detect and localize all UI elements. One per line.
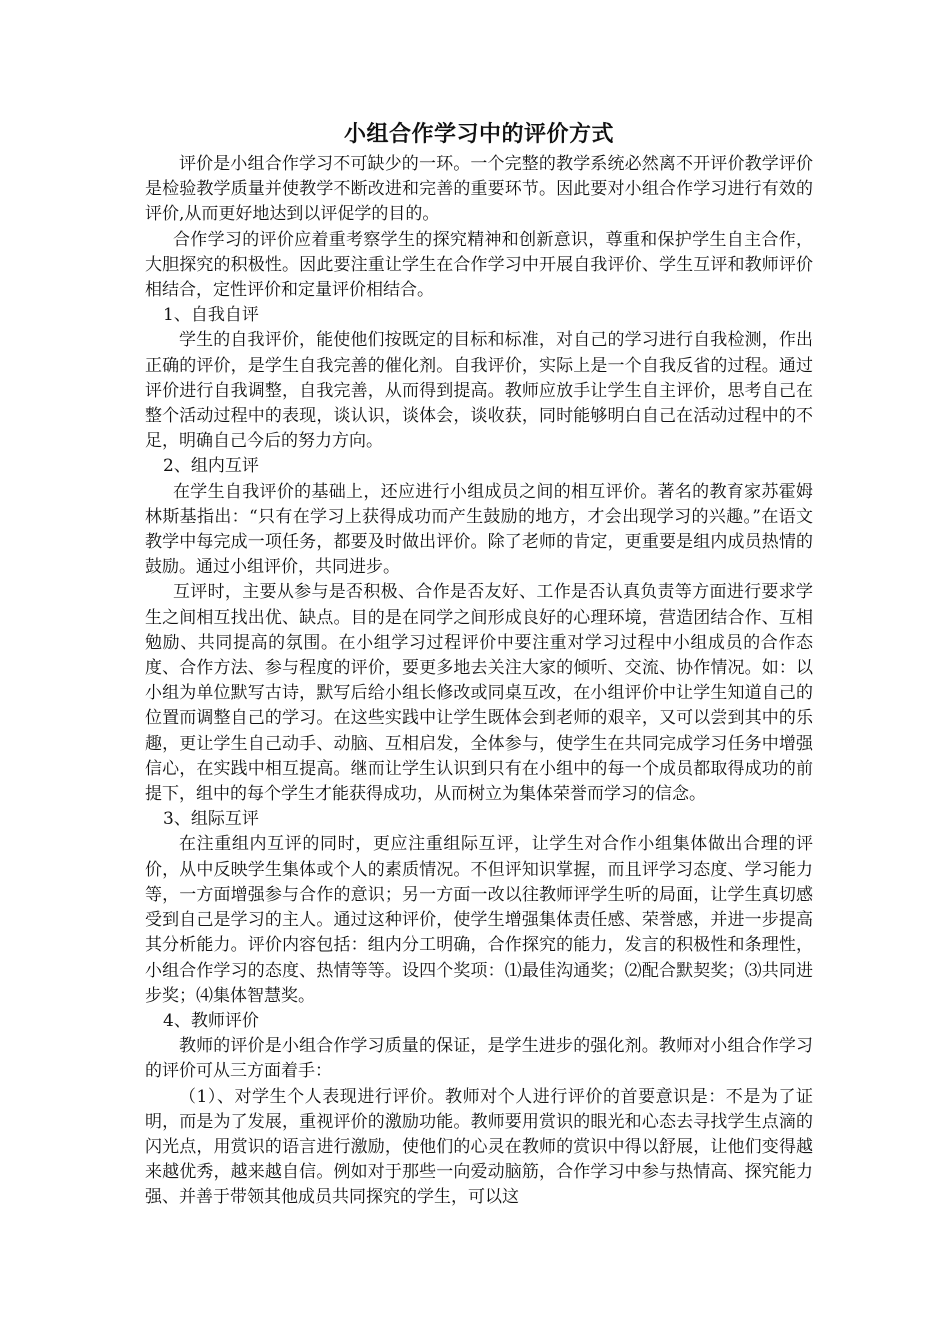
teacher-evaluation-paragraph-2: （1）、对学生个人表现进行评价。教师对个人进行评价的首要意识是：不是为了证明，而是为了发展，重视评价的激励功能。教师要用赏识的眼光和心态去寻找学生点滴的闪光点，用赏识的语言进行激励，使他们的心灵在教师的赏识中得以舒展，让他们变得越来越优秀，越来越自信。例如对于那些一向爱动脑筋，合作学习中参与热情高、探究能力强、并善于带领其他成员共同探究的学生，可以这	[145, 1086, 813, 1208]
intro-paragraph-1: 评价是小组合作学习不可缺少的一环。一个完整的教学系统必然离不开评价教学评价是检验教学质量并使教学不断改进和完善的重要环节。因此要对小组合作学习进行有效的评价,从而更好地达到以评促学的目的。	[145, 154, 813, 225]
group-internal-evaluation-paragraph-1: 在学生自我评价的基础上，还应进行小组成员之间的相互评价。著名的教育家苏霍姆林斯基指出：“只有在学习上获得成功而产生鼓励的地方，才会出现学习的兴趣。”在语文教学中每完成一项任务，都要及时做出评价。除了老师的肯定，更重要是组内成员热情的鼓励。通过小组评价，共同进步。	[145, 481, 813, 578]
section-heading-teacher-evaluation: 4、教师评价	[163, 1010, 259, 1031]
group-internal-evaluation-paragraph-2: 互评时，主要从参与是否积极、合作是否友好、工作是否认真负责等方面进行要求学生之间相互找出优、缺点。目的是在同学之间形成良好的心理环境，营造团结合作、互相勉励、共同提高的氛围。在小组学习过程评价中要注重对学习过程中小组成员的合作态度、合作方法、参与程度的评价，要更多地去关注大家的倾听、交流、协作情况。如：以小组为单位默写古诗，默写后给小组长修改或同桌互改，在小组评价中让学生知道自己的位置而调整自己的学习。在这些实践中让学生既体会到老师的艰辛，又可以尝到其中的乐趣，更让学生自己动手、动脑、互相启发，全体参与，使学生在共同完成学习任务中增强信心，在实践中相互提高。继而让学生认识到只有在小组中的每一个成员都取得成功的前提下，组中的每个学生才能获得成功，从而树立为集体荣誉而学习的信念。	[145, 582, 813, 805]
document-body	[145, 118, 813, 1211]
section-heading-self-evaluation: 1、自我自评	[163, 305, 259, 326]
intro-paragraph-2: 合作学习的评价应着重考察学生的探究精神和创新意识，尊重和保护学生自主合作，大胆探究的积极性。因此要注重让学生在合作学习中开展自我评价、学生互评和教师评价相结合，定性评价和定量评价相结合。	[145, 229, 813, 301]
teacher-evaluation-paragraph-1: 教师的评价是小组合作学习质量的保证，是学生进步的强化剂。教师对小组合作学习的评价可从三方面着手：	[145, 1036, 813, 1082]
document-title: 小组合作学习中的评价方式	[343, 121, 614, 147]
section-heading-inter-group-evaluation: 3、组际互评	[163, 809, 259, 830]
self-evaluation-paragraph: 学生的自我评价，能使他们按既定的目标和标准，对自己的学习进行自我检测，作出正确的评价，是学生自我完善的催化剂。自我评价，实际上是一个自我反省的过程。通过评价进行自我调整，自我完善，从而得到提高。教师应放手让学生自主评价，思考自己在整个活动过程中的表现，谈认识，谈体会，谈收获，同时能够明白自己在活动过程中的不足，明确自己今后的努力方向。	[145, 330, 813, 452]
section-heading-group-internal-evaluation: 2、组内互评	[163, 456, 259, 477]
inter-group-evaluation-paragraph: 在注重组内互评的同时，更应注重组际互评，让学生对合作小组集体做出合理的评价，从中反映学生集体或个人的素质情况。不但评知识掌握，而且评学习态度、学习能力等，一方面增强参与合作的意识；另一方面一改以往教师评学生听的局面，让学生真切感受到自己是学习的主人。通过这种评价，使学生增强集体责任感、荣誉感，并进一步提高其分析能力。评价内容包括：组内分工明确，合作探究的能力，发言的积极性和条理性，小组合作学习的态度、热情等等。设四个奖项：⑴最佳沟通奖；⑵配合默契奖；⑶共同进步奖；⑷集体智慧奖。	[145, 834, 813, 1006]
